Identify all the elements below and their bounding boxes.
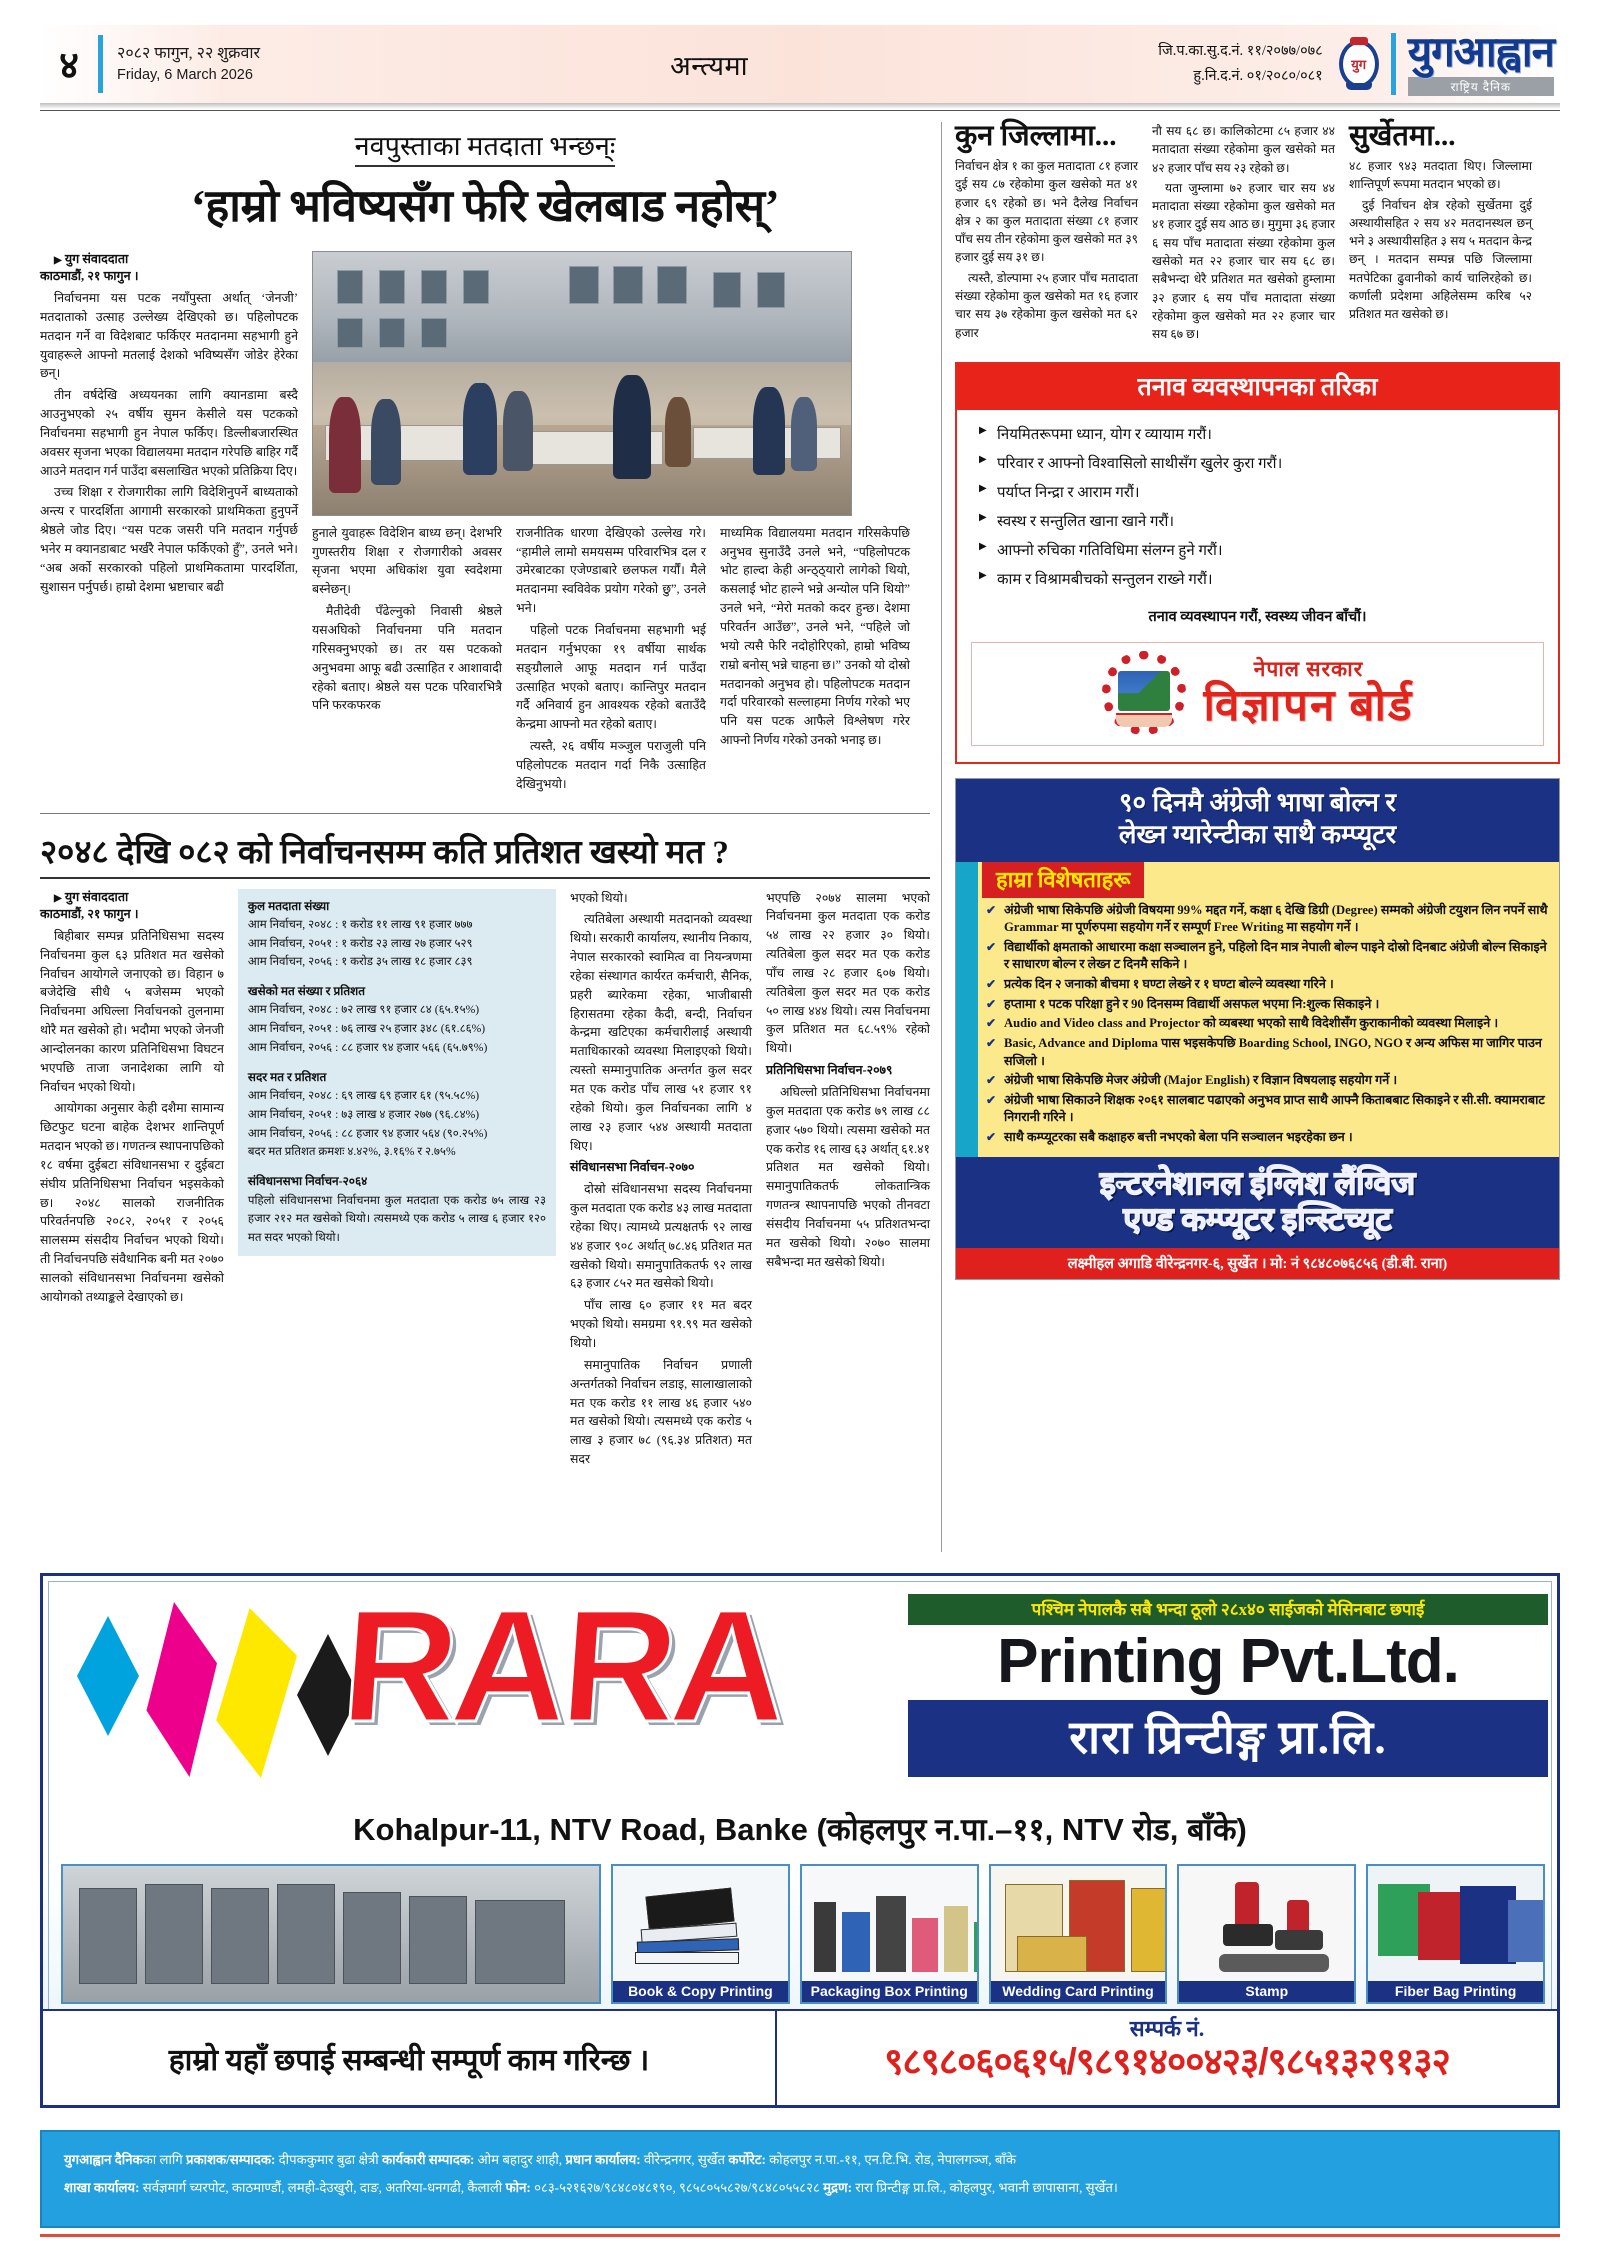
list-item: ✔ अंग्रेजी भाषा सिकेपछि मेजर अंग्रेजी (Major English) र विज्ञान विषयलाइ सहयोग गर्ने । [988, 1072, 1549, 1090]
list-item: ▶ आफ्नो रुचिका गतिविधिमा संलग्न हुने गरौं। [979, 540, 1540, 560]
article1-photo [312, 251, 852, 516]
rara-wordmark: RARA [336, 1576, 788, 1755]
article2-body [40, 889, 930, 1472]
footer-line-1: युगआह्वान दैनिकका लागि प्रकाशक/सम्पादक: दीपककुमार बुढा क्षेत्री कार्यकारी सम्पादक: ओम बहादुर शाही, प्रधान कार्यालय: वीरेन्द्रनगर, सुर्खेत कर्पोरेट: कोहलपुर न.पा.-११, एन.टि.भि. रोड, नेपालगञ्ज, बाँके [64, 2152, 1016, 2167]
stats-row: आम निर्वाचन, २०४८ : ७२ लाख ९१ हजार ८४ (६५.१५%) [247, 1003, 480, 1017]
product-book-copy-printing [611, 1864, 790, 2004]
masthead-shadow [40, 103, 1560, 109]
paragraph: दुई निर्वाचन क्षेत्र रहेको सुर्खेतमा दुई अस्थायीसहित २ सय ४२ मतदानस्थल छन् भने ३ अस्थायीसहित ३ सय ५ मतदान केन्द्र छन् । मतदान सम्पन्न पछि जिल्लामा मतपेटिका ढुवानीको कार्य चालिरहेको छ। कर्णाली प्रदेशमा अहिलेसम्म करिब ५२ प्रतिशत मत खसेको छ। [1349, 197, 1532, 322]
list-item: ✔ विद्यार्थीको क्षमताको आधारमा कक्षा सञ्चालन हुने, पहिलो दिन मात्र नेपाली बोल्न पाइने दोस्रो दिनबाट अंग्रेजी बोल्न सिकाइने र साधारण बोल्न र लेख्न ट दिनमै सकिने । [988, 939, 1549, 974]
list-item: ✔ Audio and Video class and Projector को व्यबस्था भएको साथै विदेशीसँग कुराकानीको व्यवस्था मिलाइने । [988, 1015, 1549, 1033]
district-column-1 [955, 122, 1138, 346]
right-content-zone [955, 122, 1560, 1280]
paragraph: यता जुम्लामा ७२ हजार चार सय ४४ मतादाता संख्या रहेकोमा कुल खसेको मत ४१ हजार दुई सय आठ छ। मुगुमा ३६ हजार ६ सय पाँच मतादाता संख्या रहेकोमा कुल खसेको मत २२ हजार चार सय ६८ छ। सबैभन्दा धेरै प्रतिशत मत खसेको हुम्लामा ३२ हजार ६ सय पाँच मतादाता संख्या रहेकोमा कुल खसेको मत २२ हजार चार सय ६७ छ। [1152, 180, 1335, 342]
article2-stats-box [238, 889, 556, 1472]
paragraph: दोस्रो संविधानसभा सदस्य निर्वाचनमा कुल मतदाता एक करोड ४३ लाख मतदाता रहेका थिए। त्यामध्ये प्रत्यक्षतर्फ ९२ लाख ४४ हजार ९०८ अर्थात् ७८.४६ प्रतिशत मत खसेको थियो। समानुपातिकतर्फ ९२ लाख ६३ हजार ८५२ मत खसेको थियो। [570, 1182, 752, 1291]
features-header: हाम्रा विशेषताहरू [982, 862, 1144, 898]
paragraph: बिहीबार सम्पन्न प्रतिनिधिसभा सदस्य निर्वाचनमा कुल ६३ प्रतिशत मत खसेको निर्वाचन आयोगले जनाएको छ। विहान ७ बजेदेखि सीधै ५ बजेसम्म भएको निर्वाचनमा अघिल्ला निर्वाचनको तुलनामा थोरै मत खसेको हो। भदौमा भएको जेनजी आन्दोलनका कारण प्रतिनिधिसभा विघटन भएपछि ताजा जनादेशका लागि यो निर्वाचन भएको थियो। [40, 928, 224, 1094]
article1-headline: ‘हाम्रो भविष्यसँग फेरि खेलबाड नहोस्’ [190, 181, 780, 231]
list-item: ▶ स्वस्थ र सन्तुलित खाना खाने गरौं। [979, 511, 1540, 531]
reg-number-1: जि.प.का.सु.द.नं. ११/२०७७/०७८ [1158, 43, 1323, 60]
date-block [117, 42, 260, 86]
stress-management-box [955, 362, 1560, 764]
stress-box-footer: तनाव व्यवस्थापन गरौं, स्वस्थ्य जीवन बाँचौं। [1148, 608, 1367, 625]
paragraph: समानुपातिक निर्वाचन प्रणाली अन्तर्गतको निर्वाचन लडाइ, सालाखालाको मत एक करोड ११ लाख ४६ हजार ५४० मत खसेको थियो। त्यसमध्ये एक करोड ५ लाख ३ हजार ७८ (९६.३४ प्रतिशत) मत सदर [570, 1357, 752, 1467]
stats-group-title: सदर मत र प्रतिशत [247, 1069, 327, 1084]
product-caption: Book & Copy Printing [613, 1981, 788, 2002]
article2-column-4 [766, 889, 930, 1472]
brand-tagline: राष्ट्रिय दैनिक [1408, 77, 1554, 96]
subheading: प्रतिनिधिसभा निर्वाचन-२०७९ [765, 1063, 893, 1078]
article2-byline: ▶ युग संवाददाता काठमाडौं, २१ फागुन । [40, 889, 139, 922]
reg-number-2: हु.नि.द.नं. ०१/२०८०/०८१ [1193, 68, 1323, 84]
date-english: Friday, 6 March 2026 [117, 67, 253, 84]
product-fiber-bag-printing [1366, 1864, 1545, 2004]
paragraph: निर्वाचन क्षेत्र १ का कुल मतादाता ८१ हजार दुई सय ८७ रहेकोमा कुल खसेको मत ४१ हजार ६९ रहेको छ। भने दैलेख निर्वाचन क्षेत्र २ का कुल मतादाता संख्या ८१ हजार पाँच सय तीन रहेकोमा कुल खसेको मत ३९ हजार दुई सय ३१ छ। [955, 159, 1138, 265]
brand-block [1408, 32, 1560, 96]
byline-marker-icon: ▶ [54, 254, 62, 266]
page-number: ४ [59, 45, 79, 87]
paragraph: पाँच लाख ६० हजार ११ मत बदर भएको थियो। समग्रमा ९१.९९ मत खसेको थियो। [570, 1298, 752, 1350]
institute-address: लक्ष्मीहल अगाडि वीरेन्द्रनगर-६, सुर्खेत । मो: नं ९८४८०७६८५६ (डी.बी. राना) [956, 1248, 1559, 1279]
stress-tips-list [957, 410, 1558, 604]
contact-numbers: ९८९८०६०६१५/९८९१४००४२३/९८५१३२९१३२ [884, 2041, 1450, 2082]
list-item: ✔ Basic, Advance and Diploma पास भइसकेपछि Boarding School, INGO, NGO र अन्य अफिस मा जागिर पाउन सजिलो । [988, 1035, 1549, 1070]
paragraph: निर्वाचनमा यस पटक नयाँपुस्ता अर्थात् ‘जेनजी’ मतदाताको उत्साह उल्लेख्य देखिएको छ। पहिलोपटक मतदान गर्ने वा विदेशबाट फर्किएर मतदानमा सहभागी हुने युवाहरूले आफ्नो मतलाई देशको भविष्यसँग जोडेर हेरेका छन्। [40, 291, 298, 381]
stats-row: आम निर्वाचन, २०४८ : ६९ लाख ६९ हजार ६१ (९५.५८%) [247, 1089, 480, 1103]
article1-column-1 [40, 251, 298, 797]
surkhet-section-title: सुर्खेतमा... [1349, 120, 1456, 152]
product-wedding-card-printing [989, 1864, 1168, 2004]
features-list [956, 898, 1559, 1157]
product-press-photo [61, 1864, 601, 2004]
article-separator [40, 813, 930, 814]
rara-tagline: हाम्रो यहाँ छपाई सम्बन्धी सम्पूर्ण काम गरिन्छ । [43, 2011, 777, 2105]
article1-byline: ▶ युग संवाददाता काठमाडौं, २१ फागुन । [40, 251, 139, 284]
contact-label: सम्पर्क नं. [1129, 2016, 1205, 2041]
features-stripe [956, 862, 978, 1157]
rara-printing-ad[interactable] [40, 1573, 1560, 2108]
article1-column-3 [516, 524, 706, 797]
masthead-divider [98, 35, 103, 93]
subheading: संविधानसभा निर्वाचन-२०७० [570, 1160, 695, 1175]
paragraph: ४८ हजार ९४३ मतदाता थिए। जिल्लामा शान्तिपूर्ण रूपमा मतदान भएको छ। [1349, 159, 1532, 192]
paragraph: तीन वर्षदेखि अध्ययनका लागि क्यानडामा बस्दै आउनुभएको २५ वर्षीय सुमन केसीले यस पटकको निर्वाचनमा सहभागी हुन नेपाल फर्किए। डिल्लीबजारस्थित अवसर सृजना भएका विद्यालयमा मतदान गरेपछि बाहिर गर्दै आउने मतदान गर्न पाउँदा बसलाखित भएको प्रतिक्रिया दिए। [40, 388, 298, 478]
paragraph: त्यतिबेला अस्थायी मतदानको व्यवस्था थियो। सरकारी कार्यालय, स्थानीय निकाय, नेपाल सरकारको स्वामित्व वा नियन्त्रणमा रहेका संस्थागत कार्यरत कर्मचारी, सैनिक, प्रहरी ब्यारेकमा रहेका, भाजीबासी हिरासतमा रहेका कैदी, बन्दी, निर्वाचन केन्द्रमा खटिएका कर्मचारीलाई अस्थायी मताधिकारको व्यवस्था मिलाइएको थियो। त्यस्तो सम्मानुपातिक अन्तर्गत कुल सदर मत एक करोड पाँच लाख ५१ हजार ९१ रहेको थियो। कुल निर्वाचनका लागि ४ लाख २३ हजार ५४४ अस्थायी मतदाता थिए। [570, 912, 752, 1153]
brand-name: युगआह्वान [1407, 30, 1554, 76]
brand-divider [1391, 33, 1396, 95]
paragraph: उच्च शिक्षा र रोजगारीका लागि विदेशिनुपर्ने बाध्यताको अन्त्य र पारदर्शिता आगामी सरकारको प्राथमिकता हुनुपर्ने श्रेष्ठले जोड दिए। “यस पटक जसरी पनि मतदान गर्नुपर्छ भनेर म क्यानडाबाट भर्खरै नेपाल फर्किएको हुँ”, उनले भने। “अब अर्को सरकारको पहिलो प्राथमिकतामा पारदर्शिता, सुशासन पर्नुपर्छ। हाम्रो देशमा भ्रष्टाचार बढी [40, 485, 298, 594]
rara-contact-strip [43, 2009, 1557, 2105]
paragraph: अघिल्लो प्रतिनिधिसभा निर्वाचनमा कुल मतदाता एक करोड ७९ लाख ८८ हजार ५७० थियो। त्यसमा खसेको मत एक करोड १६ लाख ६३ अर्थात् ६१.४१ प्रतिशत मत खसेको थियो। समानुपातिकतर्फ लोकतान्त्रिक गणतन्त्र स्थापनापछि भएको तीनवटा संसदीय निर्वाचनमा ५५ प्रतिशतभन्दा मत खसेको थियो। २०७० सालमा सबैभन्दा मत खसेको थियो। [765, 1085, 930, 1269]
english-ad-features [956, 862, 1559, 1157]
column-divider-main [941, 122, 942, 1552]
stats-row: आम निर्वाचन, २०५१ : १ करोड २३ लाख २७ हजार ५२९ [247, 936, 473, 950]
list-item: ✔ हप्तामा १ पटक परिक्षा हुने र 90 दिनसम्म विद्यार्थी असफल भएमा नि:शुल्क सिकाइने । [988, 996, 1549, 1014]
paragraph: हुनाले युवाहरू विदेशिन बाध्य छन्। देशभरि गुणस्तरीय शिक्षा र रोजगारीको अवसर सृजना भएमा अधिकांश युवा स्वदेशमा बस्नेछन्। [312, 525, 502, 597]
left-content-zone [40, 122, 930, 1472]
product-caption: Packaging Box Printing [802, 1981, 977, 2002]
list-item: ▶ परिवार र आफ्नो विश्वासिलो साथीसँग खुलेर कुरा गरौं। [979, 453, 1540, 473]
govt-label: नेपाल सरकार [1253, 657, 1364, 682]
ad-board-label: विज्ञापन बोर्ड [1203, 681, 1414, 731]
institute-name: इन्टरनेशानल इंग्लिश लैंग्विज एण्ड कम्प्यूटर इन्स्टिच्यूट [956, 1157, 1559, 1249]
product-caption: Fiber Bag Printing [1368, 1981, 1543, 2002]
nepal-emblem-icon [1102, 651, 1186, 735]
newspaper-emblem-icon: युग [1337, 35, 1381, 93]
paragraph: मैतीदेवी पँढेल्नुको निवासी श्रेष्ठले यसअघिको निर्वाचनमा पनि मतदान गरिसक्नुभएको छ। तर यस पटकको अनुभवमा आफू बढी उत्साहित र आशावादी रहेको बताए। श्रेष्ठले यस पटक परिवारभित्रै पनि फरकफरक [312, 604, 502, 713]
page-footer [40, 2130, 1560, 2228]
section-label: अन्त्यमा [670, 50, 749, 81]
byline-marker-icon: ▶ [54, 892, 62, 904]
rara-green-banner: पश्चिम नेपालकै सबै भन्दा ठूलो २८x४० साईजको मेसिनबाट छपाई [908, 1594, 1548, 1625]
stats-row: आम निर्वाचन, २०५१ : ७३ लाख ४ हजार २७७ (९६.८४%) [247, 1107, 480, 1121]
english-institute-ad[interactable] [955, 778, 1560, 1281]
list-item: ✔ अंग्रेजी भाषा सिकाउने शिक्षक २०६१ सालबाट पढाएको अनुभव प्राप्त साथै आफ्नै किताबबाट सिकाइने र सी.सी. क्यामराबाट निगरानी गरिने । [988, 1092, 1549, 1127]
article1-column-4 [720, 524, 910, 797]
list-item: ✔ प्रत्येक दिन २ जनाको बीचमा १ घण्टा लेख्ने र १ घण्टा बोल्ने व्यवस्था गरिने । [988, 976, 1549, 994]
article2-headline: २०४८ देखि ०८२ को निर्वाचनसम्म कति प्रतिशत खस्यो मत ? [40, 828, 930, 879]
article2 [40, 828, 930, 1472]
stats-row: पहिलो संविधानसभा निर्वाचनमा कुल मतदाता एक करोड ७५ लाख २३ हजार २१२ मत खसेको थियो। त्यसमध्ये एक करोड ५ लाख ६ हजार १२० मत सदर भएको थियो। [247, 1193, 547, 1245]
footer-line-2: शाखा कार्यालय: सर्वज्ञमार्ग च्यरपोट, काठमाण्डौं, लमही-देउखुरी, दाङ, अतरिया-धनगढी, कैलाली फोन: ०८३-५२१६२७/९८४८०४८१९०, ९८५८०५५८२७/९८४८०५५८२८ मुद्रण: रारा प्रिन्टीङ्ग प्रा.लि., कोहलपुर, भवानी छापासाना, सुर्खेत। [64, 2179, 1118, 2195]
product-caption: Wedding Card Printing [991, 1981, 1166, 2002]
stats-row: आम निर्वाचन, २०५६ : ८८ हजार ९४ हजार ५६४ (९०.२५%) [247, 1126, 488, 1140]
paragraph: राजनीतिक धारणा देखिएको उल्लेख गरे। “हामीले लामो समयसम्म परिवारभित्र दल र उमेरबाटका एजेण्डाबारे छलफल गर्यौं। मैले मतदानमा स्वविवेक प्रयोग गरेको छु”, उनले भने। [516, 525, 706, 616]
product-caption: Stamp [1179, 1981, 1354, 2002]
surkhet-column [1349, 122, 1532, 346]
article1-column-2 [312, 524, 502, 797]
district-section-title: कुन जिल्लामा... [955, 120, 1117, 152]
paragraph: त्यस्तै, २६ वर्षीय मञ्जुल पराजुली पनि पहिलोपटक मतदान गर्दा निकै उत्साहित देखिनुभयो। [516, 739, 706, 791]
stats-row: बदर मत प्रतिशत क्रमशः ४.४२%, ३.१६% र २.७५% [247, 1145, 456, 1159]
government-ad-board [971, 642, 1544, 746]
stats-row: आम निर्वाचन, २०५६ : १ करोड ३५ लाख १८ हजार ८३९ [247, 955, 473, 969]
list-item: ▶ काम र विश्रामबीचको सन्तुलन राख्ने गरौं। [979, 569, 1540, 589]
registration-numbers [1158, 39, 1336, 88]
list-item: ▶ नियमितरूपमा ध्यान, योग र व्यायाम गरौं। [979, 424, 1540, 444]
stress-box-title: तनाव व्यवस्थापनका तरिका [957, 364, 1558, 410]
district-and-surkhet [955, 122, 1560, 346]
product-stamp [1177, 1864, 1356, 2004]
cmyk-logo-icon [71, 1598, 371, 1783]
stats-group-title: कुल मतदाता संख्या [247, 898, 330, 913]
rara-nepali-name: रारा प्रिन्टीङ्ग प्रा.लि. [908, 1700, 1548, 1777]
list-item: ▶ पर्याप्त निन्द्रा र आराम गरौं। [979, 482, 1540, 502]
rara-address: Kohalpur-11, NTV Road, Banke (कोहलपुर न.पा.–११, NTV रोड, बाँके) [353, 1812, 1247, 1847]
stats-row: आम निर्वाचन, २०५१ : ७६ लाख २५ हजार ३४८ (६१.८६%) [247, 1022, 486, 1036]
article1-kicker: नवपुस्ताका मतदाता भन्छन्ः [40, 122, 930, 167]
stats-row: आम निर्वाचन, २०४८ : १ करोड ११ लाख ९१ हजार ७७७ [247, 917, 473, 931]
article2-column-1 [40, 889, 224, 1472]
stats-panel [238, 889, 556, 1256]
article2-column-3 [570, 889, 752, 1472]
rara-contact-block [777, 2011, 1557, 2105]
footer-rule [40, 2234, 1560, 2237]
rara-text-block [908, 1594, 1548, 1777]
stats-group-title: संविधानसभा निर्वाचन-२०६४ [247, 1174, 368, 1189]
paragraph: भएको थियो। [570, 890, 628, 905]
rara-english-name: Printing Pvt.Ltd. [997, 1627, 1459, 1696]
english-ad-headline: ९० दिनमै अंग्रेजी भाषा बोल्न र लेख्न ग्यारेन्टीका साथै कम्प्यूटर [956, 779, 1559, 862]
list-item: ✔ अंग्रेजी भाषा सिकेपछि अंग्रेजी विषयमा 99% मद्दत गर्ने, कक्षा ६ देखि डिग्री (Degree) सम्मको अंग्रेजी टयुशन लिन नपर्ने साथै Grammar मा पूर्णरुपमा सहयोग गर्ने र सम्पूर्ण Free Writing मा सहयोग गर्ने । [988, 902, 1549, 937]
product-gallery [61, 1864, 1545, 2004]
paragraph: पहिलो पटक निर्वाचनमा सहभागी भई मतदान गर्नुभएका १९ वर्षीया सार्थक सङ्ग्रौलाले आफू मतदान गर्न पाउँदा उत्साहित भएको बताए। कान्तिपुर मतदान गर्दै अनिवार्य हुन आवश्यक रहेको बताउँदै केन्द्रमा आफ्नो मत रहेको बताए। [516, 622, 706, 732]
article1-right-block [312, 251, 912, 797]
masthead-hairline [40, 110, 1560, 111]
product-packaging-box-printing [800, 1864, 979, 2004]
masthead [40, 25, 1560, 103]
paragraph: भएपछि २०७४ सालमा भएको निर्वाचनमा कुल मतदाता एक करोड ५४ लाख २२ हजार ३० थियो। त्यतिबेला कुल सदर मत एक करोड पाँच लाख २८ हजार ६०७ थियो। त्यतिबेला कुल सदर मत एक करोड ५० लाख ४४४ थियो। त्यस निर्वाचनमा कुल प्रतिशत मत ६८.५९% रहेको थियो। [765, 890, 930, 1056]
stats-row: आम निर्वाचन, २०५६ : ८८ हजार ९४ हजार ५६६ (६५.७९%) [247, 1041, 488, 1055]
paragraph: आयोगका अनुसार केही दशैमा सामान्य छिटफुट घटना बाहेक देशभर शान्तिपूर्ण मतदान भएको छ। गणतन्त्र स्थापनापछिको १८ वर्षमा दुईबटा संविधानसभा र दुईबटा संघीय प्रतिनिधिसभा निर्वाचन भइसकेको छ। २०४८ सालको राजनीतिक परिवर्तनपछि २०८२, २०५१ र २०५६ सालसम्म संसदीय निर्वाचन भएको थियो। ती निर्वाचनपछि संवैधानिक बनी मत २०७० सालको संविधानसभा निर्वाचनमा खसेको आयोगको तथ्याङ्कले देखाएको छ। [40, 1101, 224, 1304]
district-column-2 [1152, 122, 1335, 346]
article1-body [40, 251, 930, 797]
paragraph: माध्यमिक विद्यालयमा मतदान गरिसकेपछि अनुभव सुनाउँदै उनले भने, “पहिलोपटक भोट हाल्दा केही अन्ठ्ठ्यारो लागेको थियो, कसलाई भोट हाल्ने भन्ने अन्योल पनि थियो” उनले भने, “मेरो मतको कदर हुन्छ। देशमा परिवर्तन आउँछ”, उनले भने, “पहिले जो भयो त्यसै फेरि नदोहोरिएको, हाम्रो भविष्य राम्रो बनोस् भन्ने चाहना छ।” उनको यो दोस्रो मतदानको अनुभव हो। पहिलोपटक मतदान गर्दा परिवारको सल्लाहमा निर्णय गरेको भए पनि यस पटक आफैले विश्लेषण गरेर आफ्नो निर्णय गरेको उनको भनाइ छ। [720, 525, 910, 748]
list-item: ✔ साथै कम्प्यूटरका सबै कक्षाहरु बत्ती नभएको बेला पनि सञ्चालन भइरहेका छन । [988, 1129, 1549, 1147]
paragraph: त्यस्तै, डोल्पामा २५ हजार पाँच मतादाता संख्या रहेकोमा कुल खसेको मत १६ हजार चार सय ३७ रहेकोमा कुल खसेको मत ६२ हजार [955, 270, 1138, 340]
paragraph: नौ सय ६८ छ। कालिकोटमा ८५ हजार ४४ मतादाता संख्या रहेकोमा कुल खसेको मत ४२ हजार पाँच सय २३ रहेको छ। [1152, 124, 1335, 175]
date-nepali: २०८२ फागुन, २२ शुक्रवार [117, 44, 261, 62]
stats-group-title: खसेको मत संख्या र प्रतिशत [247, 984, 365, 999]
